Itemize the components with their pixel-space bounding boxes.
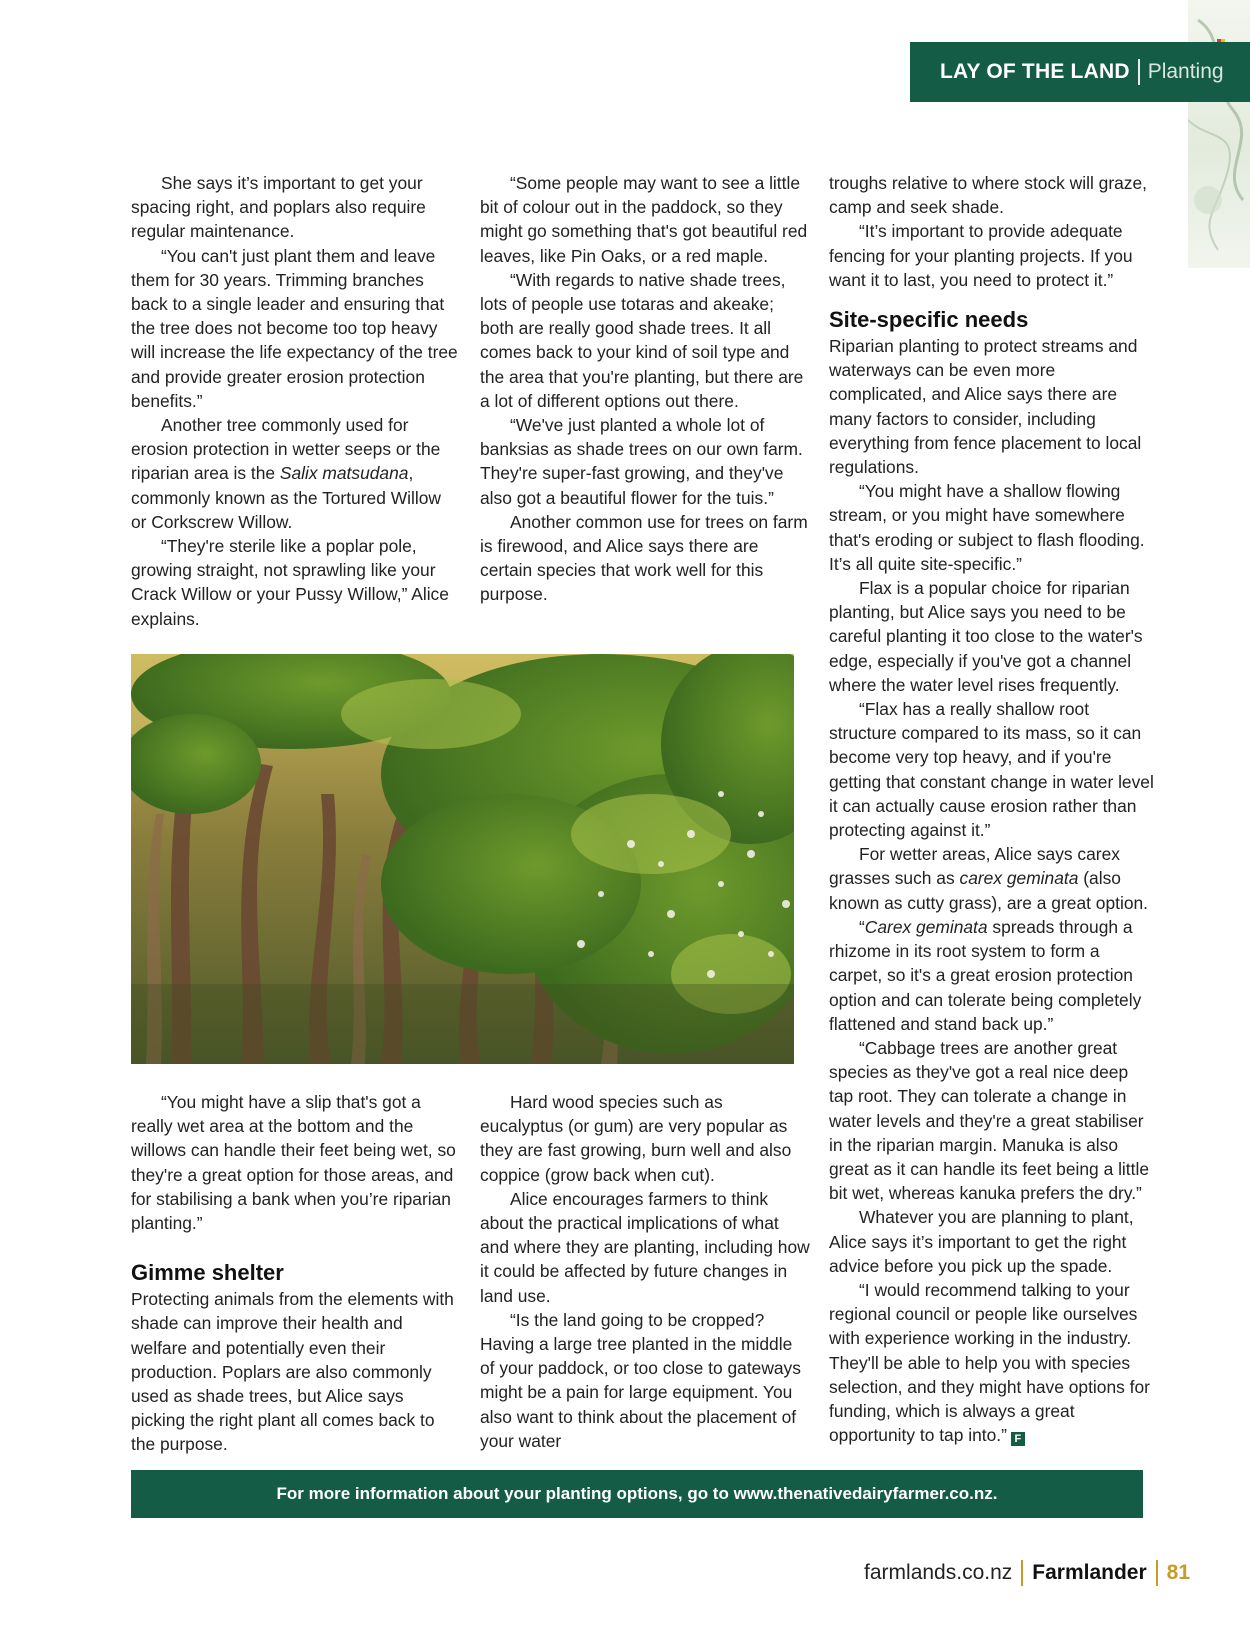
column-3 [829,171,1154,1447]
paragraph: Riparian planting to protect streams and waterways can be even more complicated, and Alice says there are many factors to consider, including everything from fence placement to local regulations. [829,336,1142,478]
paragraph: “They're sterile like a poplar pole, growing straight, not sprawling like your Crack Willow or your Pussy Willow,” Alice explains. [131,536,449,629]
paragraph: Another tree commonly used for erosion protection in wetter seeps or the riparian area is the Salix matsudana, commonly known as the Tortured Willow or Corkscrew Willow. [131,415,441,532]
paragraph: “Cabbage trees are another great species as they've got a real nice deep tap root. They can tolerate a change in water levels and they're a great stabiliser in the riparian margin. Manuka is also great as it can handle its feet being a little bit wet, whereas kanuka prefers the dry.” [829,1037,1149,1204]
paragraph: Another common use for trees on farm is firewood, and Alice says there are certain species that work well for this purpose. [480,511,808,605]
footer-brand: Farmlander [1032,1561,1147,1584]
section-header [910,42,1250,102]
paragraph: Whatever you are planning to plant, Alice says it’s important to get the right advice before you pick up the spade. [829,1207,1134,1276]
paragraph: Hard wood species such as eucalyptus (or gum) are very popular as they are fast growing, burn well and also coppice (grow back when cut). [480,1092,792,1185]
paragraph: “You might have a slip that's got a really wet area at the bottom and the willows can handle their feet being wet, so they're a great option for those areas, and for stabilising a bank when you’re riparian planting.” [131,1092,456,1234]
paragraph: “It’s important to provide adequate fencing for your planting projects. If you want it to last, you need to protect it.” [829,221,1133,290]
paragraph: “You might have a shallow flowing stream, or you might have somewhere that's eroding or subject to flash flooding. It’s all quite site-specific.” [829,481,1145,574]
page-number: 81 [1166,1561,1190,1584]
paragraph: For wetter areas, Alice says carex grasses such as carex geminata (also known as cutty grass), are a great option. [829,844,1148,913]
tree-photo [131,654,794,1064]
column-2-lower [480,1090,810,1453]
paragraph: Protecting animals from the elements with shade can improve their health and welfare and potentially even their production. Poplars are also commonly used as shade trees, but Alice says picking the right plant all comes back to the purpose. [131,1289,454,1455]
paragraph: Alice encourages farmers to think about the practical implications of what and where they are planting, including how it could be affected by future changes in land use. [480,1188,810,1306]
footer-divider [1156,1560,1158,1586]
color-registration-mark [1217,34,1225,42]
paragraph: Flax is a popular choice for riparian planting, but Alice says you need to be careful planting it too close to the water's edge, especially if you've got a channel where the water level rises frequently. [829,578,1143,695]
column-2-upper [480,171,810,607]
page-footer [864,1560,1190,1586]
section-heading: Gimme shelter [131,1260,284,1286]
paragraph: “Is the land going to be cropped? Having a large tree planted in the middle of your paddock, or too close to gateways might be a pain for large equipment. You also want to think about the placement of your water [480,1309,801,1451]
paragraph: “Flax has a really shallow root structure compared to its mass, so it can become very top heavy, and if you're getting that constant change in water level it can actually cause erosion rather than protecting against it.” [829,699,1154,841]
paragraph: troughs relative to where stock will graze, camp and seek shade. [829,173,1147,218]
paragraph: “You can't just plant them and leave them for 30 years. Trimming branches back to a single leader and ensuring that the tree does not become too top heavy will increase the life expectancy of the tree and provide greater erosion protection benefits.” [131,245,458,411]
paragraph: “Some people may want to see a little bit of colour out in the paddock, so they might go something that's got beautiful red leaves, like Pin Oaks, or a red maple. [480,173,808,266]
section-title: LAY OF THE LAND [940,60,1130,83]
footer-site: farmlands.co.nz [864,1561,1013,1584]
paragraph: She says it’s important to get your spacing right, and poplars also require regular maintenance. [131,173,426,242]
info-banner [131,1470,1143,1518]
footer-divider [1021,1560,1023,1586]
paragraph: “Carex geminata spreads through a rhizome in its root system to form a carpet, so it's a great erosion protection option and can tolerate being completely flattened and stand back up.” [829,916,1142,1034]
paragraph: “With regards to native shade trees, lots of people use totaras and akeake; both are really good shade trees. It all comes back to your kind of soil type and the area that you're planting, but there are a lot of different options out there. [480,269,804,411]
paragraph: “We've just planted a whole lot of banksias as shade trees on our own farm. They're super-fast growing, and they've also got a beautiful flower for the tuis.” [480,415,803,508]
column-1-lower [131,1090,461,1457]
banner-text: For more information about your planting options, go to www.thenativedairyfarmer.co.nz. [276,1484,998,1503]
paragraph: “I would recommend talking to your regional council or people like ourselves with experience working in the industry. They'll be able to help you with species selection, and they might have options for funding, which is always a great opportunity to tap into.” F [829,1279,1150,1446]
section-heading: Site-specific needs [829,307,1029,333]
section-subtitle: Planting [1147,60,1224,83]
column-1-upper [131,171,461,631]
header-divider [1138,59,1140,85]
end-of-article-icon: F [1011,1432,1025,1446]
